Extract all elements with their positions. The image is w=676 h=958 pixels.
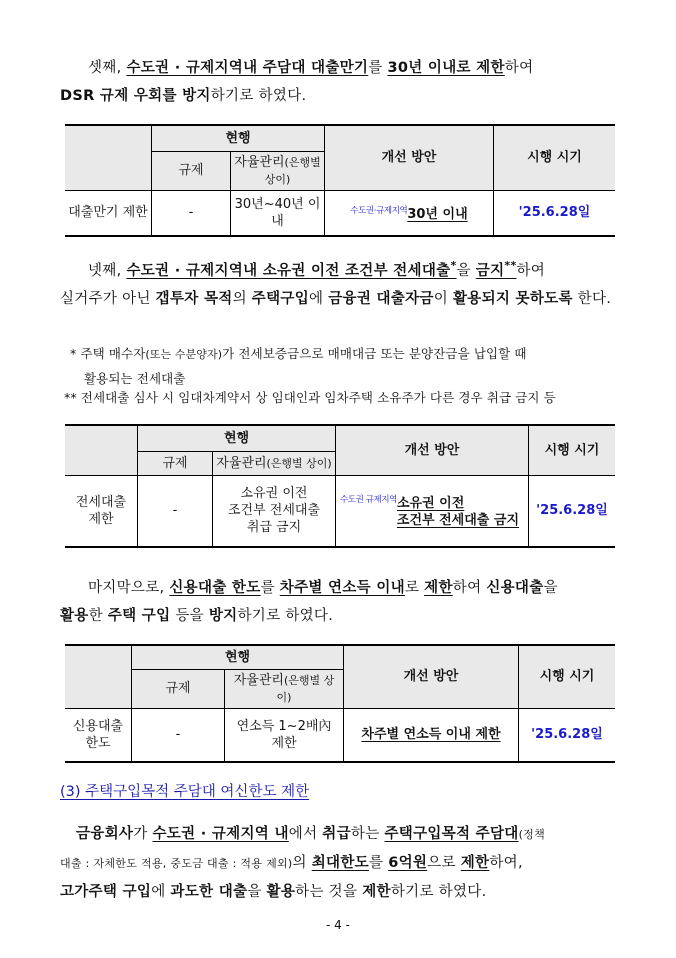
row-improvement: $^{수도권\cdot 규제지역}$30년 이내 (325, 190, 494, 236)
para2-line1 (60, 252, 620, 285)
paragraph-term-limit (60, 54, 620, 110)
para4-line2: 대출 : 자체한도 적용, 중도금 대출 : 적용 제외)의 최대한도를 6억원으로 제한하여, (60, 855, 523, 871)
table-credit-loan (65, 644, 615, 763)
para4-line1: 금융회사가 수도권 · 규제지역 내에서 취급하는 주택구입목적 주담대(정책 (76, 826, 546, 842)
row-effective-date: '25.6.28일 (494, 190, 616, 236)
text-emphasis: 수도권 · 규제지역내 소유권 이전 조건부 전세대출* (126, 259, 457, 279)
para1-line2 (60, 82, 620, 110)
row-item: 대출만기 제한 (65, 190, 152, 236)
header-regulation: 규제 (132, 669, 225, 708)
footnote-2: ** 전세대출 심사 시 임대차계약서 상 임대인과 임차주택 소유주가 다른 경우 취급 금지 등 (64, 390, 556, 405)
text: 하여 (504, 60, 534, 76)
row-self-management: 30년~40년 이내 (231, 190, 325, 236)
para2-line2: 실거주가 아닌 갭투자 목적의 주택구입에 금융권 대출자금이 활용되지 못하도록 한다. (60, 290, 612, 307)
header-blank (65, 125, 152, 190)
para1-line1 (60, 54, 620, 82)
text: 넷째, (88, 262, 127, 279)
header-current: 현행 (152, 125, 325, 151)
text: 를 (368, 60, 388, 76)
text-emphasis: 수도권 · 규제지역내 주담대 대출만기 (126, 60, 369, 76)
text: 을 (456, 262, 476, 279)
paragraph-mortgage-limit (60, 820, 620, 906)
footnote-1: * 주택 매수자(또는 수분양자)가 전세보증금으로 매매대금 또는 분양잔금을 납입할 때 활용되는 전세대출 (70, 346, 527, 386)
header-effective: 시행 시기 (529, 425, 616, 475)
row-regulation: - (152, 190, 231, 236)
header-improvement: 개선 방안 (325, 125, 494, 190)
header-blank (65, 645, 132, 708)
text: 셋째, (88, 60, 127, 76)
row-self-management: 소유권 이전 조건부 전세대출 취급 금지 (213, 475, 336, 547)
header-effective: 시행 시기 (519, 645, 616, 708)
para4-line3: 고가주택 구입에 과도한 대출을 활용하는 것을 제한하기로 하였다. (60, 884, 487, 900)
header-blank (65, 425, 138, 475)
paragraph-jeonse-loan (60, 252, 620, 313)
text-emphasis: DSR 규제 우회를 방지 (60, 88, 211, 104)
row-improvement: 차주별 연소득 이내 제한 (344, 708, 519, 762)
text-emphasis: 금지** (475, 259, 517, 279)
row-effective-date: '25.6.28일 (519, 708, 616, 762)
text-emphasis: 30년 이내로 제한 (387, 60, 505, 76)
row-regulation: - (132, 708, 225, 762)
text: 하여 (516, 262, 546, 279)
row-self-management: 연소득 1~2배內 제한 (225, 708, 344, 762)
row-regulation: - (138, 475, 213, 547)
para3-line1: 마지막으로, 신용대출 한도를 차주별 연소득 이내로 제한하여 신용대출을 (88, 580, 558, 596)
row-effective-date: '25.6.28일 (529, 475, 616, 547)
header-regulation: 규제 (152, 151, 231, 190)
header-self-management: 자율관리(은행별 상이) (231, 151, 325, 190)
header-self-management: 자율관리(은행별 상이) (213, 451, 336, 475)
header-regulation: 규제 (138, 451, 213, 475)
header-current: 현행 (138, 425, 336, 451)
header-improvement: 개선 방안 (336, 425, 529, 475)
para3-line2: 활용한 주택 구입 등을 방지하기로 하였다. (60, 608, 334, 624)
header-effective: 시행 시기 (494, 125, 616, 190)
row-item: 신용대출 한도 (65, 708, 132, 762)
paragraph-credit-loan (60, 574, 620, 630)
page-number: - 4 - (326, 918, 350, 932)
row-improvement: $^{수도권 규제지역}$소유권 이전 조건부 전세대출 금지 (336, 475, 529, 547)
text: 하기로 하였다. (210, 88, 307, 104)
header-improvement: 개선 방안 (344, 645, 519, 708)
section-heading: (3) 주택구입목적 주담대 여신한도 제한 (60, 784, 310, 800)
header-self-management: 자율관리(은행별 상이) (225, 669, 344, 708)
header-current: 현행 (132, 645, 344, 669)
table-jeonse-loan (65, 424, 615, 548)
table-term-limit (65, 124, 615, 237)
row-item: 전세대출 제한 (65, 475, 138, 547)
